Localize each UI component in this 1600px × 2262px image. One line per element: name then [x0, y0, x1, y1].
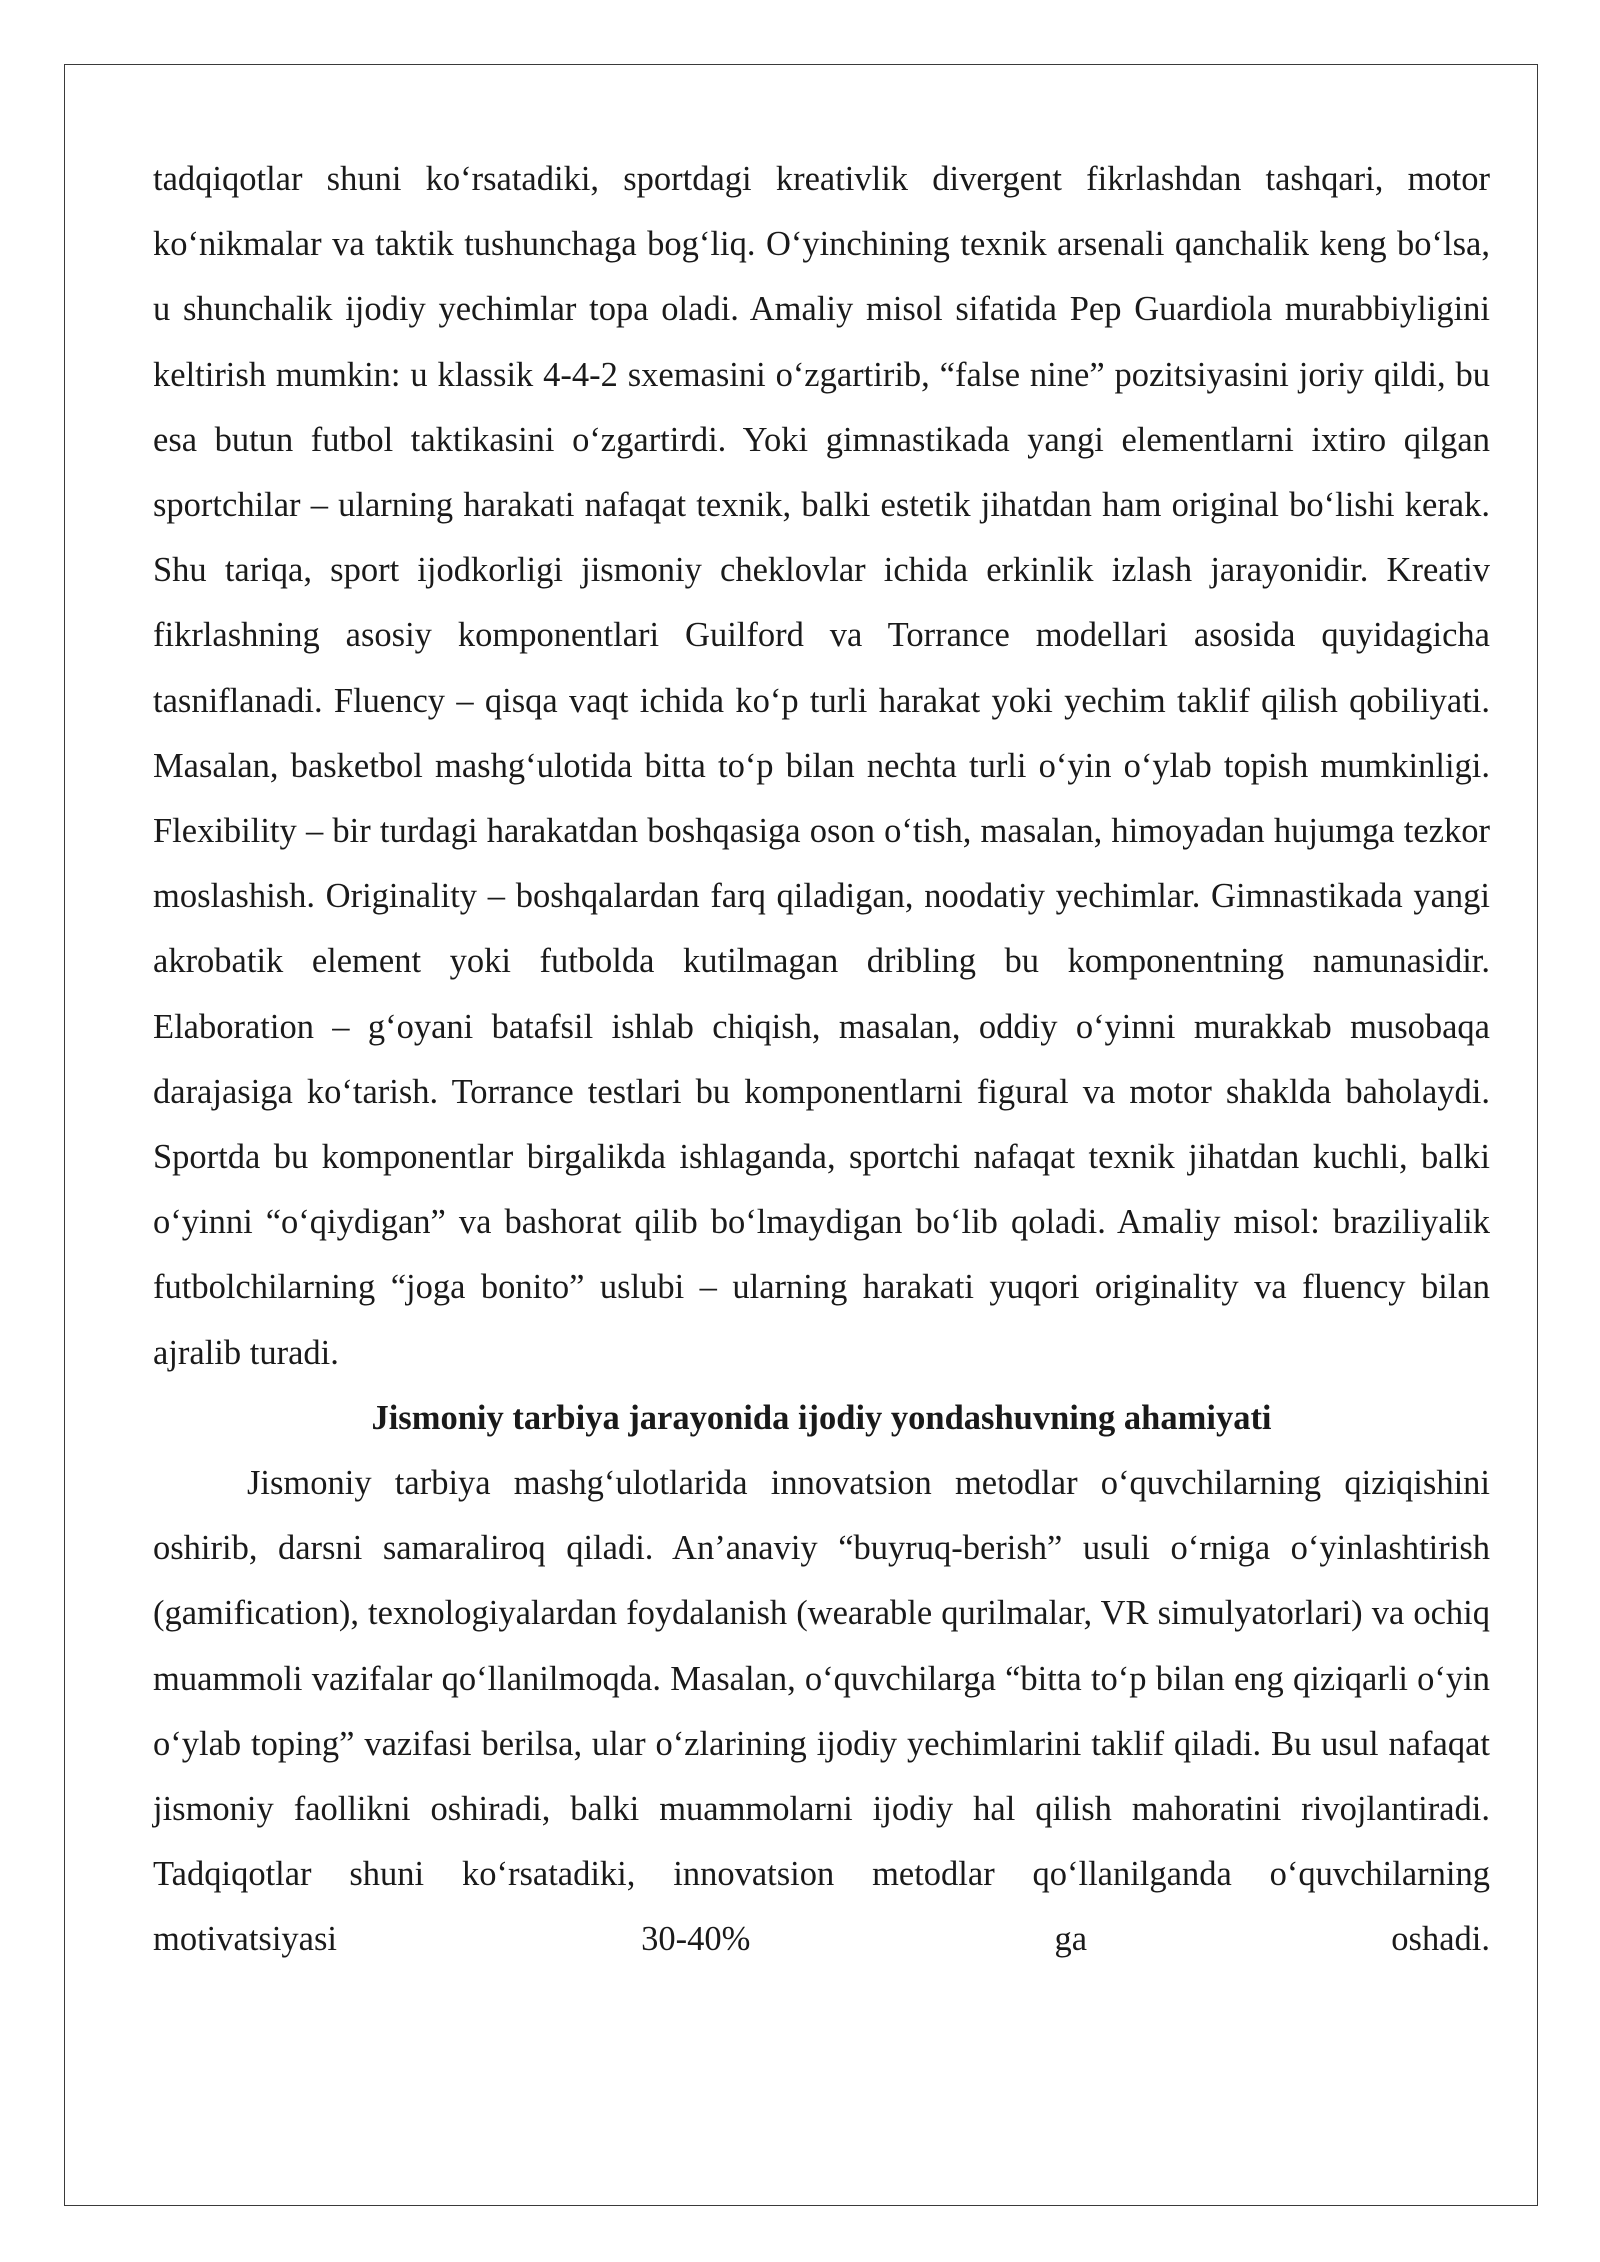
section-heading: Jismoniy tarbiya jarayonida ijodiy yondashuvning ahamiyati [371, 1398, 1272, 1437]
body-paragraph: Jismoniy tarbiya mashg‘ulotlarida innovatsion metodlar o‘quvchilarning qiziqishini oshirib, darsni samaraliroq qiladi. An’anaviy “buyruq-berish” usuli o‘rniga o‘yinlashtirish (gamification), texnologiyalardan foydalanish (wearable qurilmalar, VR simulyatorlari) va ochiq muammoli vazifalar qo‘llanilmoqda. Masalan, o‘quvchilarga “bitta to‘p bilan eng qiziqarli o‘yin o‘ylab toping” vazifasi berilsa, ular o‘zlarining ijodiy yechimlarini taklif qiladi. Bu usul nafaqat jismoniy faollikni oshiradi, balki muammolarni ijodiy hal qilish mahoratini rivojlantiradi. Tadqiqotlar shuni ko‘rsatadiki, innovatsion metodlar qo‘llanilganda o‘quvchilarning motivatsiyasi 30-40% ga oshadi. [153, 1464, 1490, 1959]
body-paragraph: tadqiqotlar shuni ko‘rsatadiki, sportdagi kreativlik divergent fikrlashdan tashqari, motor ko‘nikmalar va taktik tushunchaga bog‘liq. O‘yinchining texnik arsenali qanchalik keng bo‘lsa, u shunchalik ijodiy yechimlar topa oladi. Amaliy misol sifatida Pep Guardiola murabbiyligini keltirish mumkin: u klassik 4-4-2 sxemasini o‘zgartirib, “false nine” pozitsiyasini joriy qildi, bu esa butun futbol taktikasini o‘zgartirdi. Yoki gimnastikada yangi elementlarni ixtiro qilgan sportchilar – ularning harakati nafaqat texnik, balki estetik jihatdan ham original bo‘lishi kerak. Shu tariqa, sport ijodkorligi jismoniy cheklovlar ichida erkinlik izlash jarayonidir. Kreativ fikrlashning asosiy komponentlari Guilford va Torrance modellari asosida quyidagicha tasniflanadi. Fluency – qisqa vaqt ichida ko‘p turli harakat yoki yechim taklif qilish qobiliyati. Masalan, basketbol mashg‘ulotida bitta to‘p bilan nechta turli o‘yin o‘ylab topish mumkinligi. Flexibility – bir turdagi harakatdan boshqasiga oson o‘tish, masalan, himoyadan hujumga tezkor moslashish. Originality – boshqalardan farq qiladigan, noodatiy yechimlar. Gimnastikada yangi akrobatik element yoki futbolda kutilmagan dribling bu komponentning namunasidir. Elaboration – g‘oyani batafsil ishlab chiqish, masalan, oddiy o‘yinni murakkab musobaqa darajasiga ko‘tarish. Torrance testlari bu komponentlarni figural va motor shaklda baholaydi. Sportda bu komponentlar birgalikda ishlaganda, sportchi nafaqat texnik jihatdan kuchli, balki o‘yinni “o‘qiydigan” va bashorat qilib bo‘lmaydigan bo‘lib qoladi. Amaliy misol: braziliyalik futbolchilarning “joga bonito” uslubi – ularning harakati yuqori originality va fluency bilan ajralib turadi. [153, 160, 1490, 1372]
document-body [153, 147, 1490, 1973]
